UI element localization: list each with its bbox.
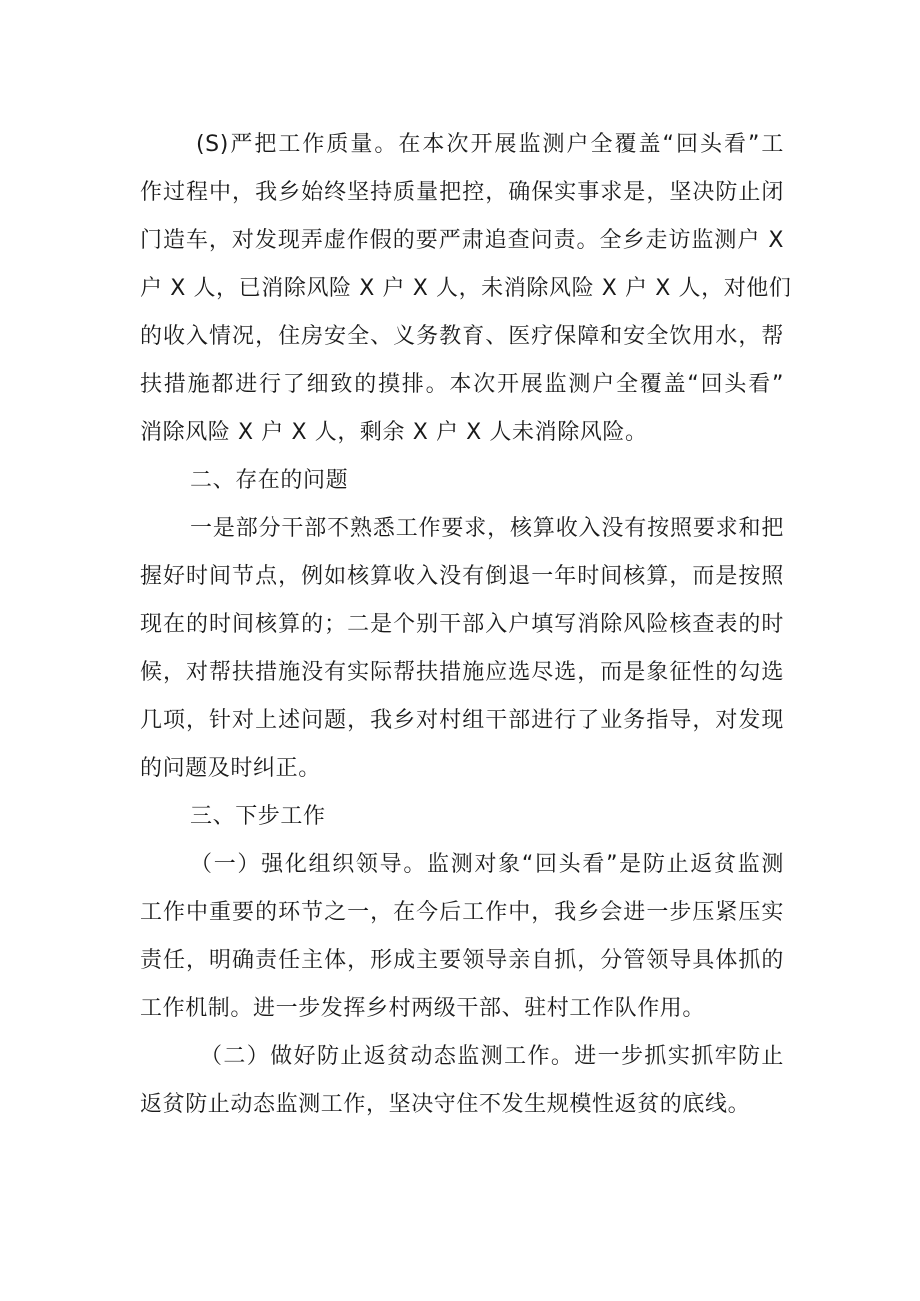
- text-line: 几项，针对上述问题，我乡对村组干部进行了业务指导，对发现: [140, 708, 784, 733]
- text-line: 一是部分干部不熟悉工作要求，核算收入没有按照要求和把: [190, 516, 784, 541]
- text-line: 现在的时间核算的；二是个别干部入户填写消除风险核查表的时: [140, 612, 784, 637]
- text-line: （一）强化组织领导。监测对象“回头看”是防止返贫监测: [190, 852, 784, 877]
- text-line: 工作中重要的环节之一，在今后工作中，我乡会进一步压紧压实: [140, 900, 784, 925]
- text-line: 候，对帮扶措施没有实际帮扶措施应选尽选，而是象征性的勾选: [140, 660, 784, 685]
- text-line: (S)严把工作质量。在本次开展监测户全覆盖“回头看”工: [196, 132, 784, 157]
- text-line: 门造车，对发现弄虚作假的要严肃追查问责。全乡走访监测户 X: [140, 228, 784, 253]
- text-line: （二）做好防止返贫动态监测工作。进一步抓实抓牢防止: [200, 1044, 784, 1069]
- text-line: 扶措施都进行了细致的摸排。本次开展监测户全覆盖“回头看”: [140, 372, 784, 397]
- text-line: 的问题及时纠正。: [140, 756, 321, 781]
- text-line: 工作机制。进一步发挥乡村两级干部、驻村工作队作用。: [140, 996, 706, 1021]
- text-line: 返贫防止动态监测工作，坚决守住不发生规模性返贫的底线。: [140, 1092, 751, 1117]
- text-line: 责任，明确责任主体，形成主要领导亲自抓，分管领导具体抓的: [140, 948, 784, 973]
- section-heading-next-steps: 三、下步工作: [190, 804, 326, 829]
- text-line: 的收入情况，住房安全、义务教育、医疗保障和安全饮用水，帮: [140, 324, 784, 349]
- text-line: 消除风险 X 户 X 人，剩余 X 户 X 人未消除风险。: [140, 420, 648, 445]
- section-heading-problems: 二、存在的问题: [190, 468, 349, 493]
- text-line: 握好时间节点，例如核算收入没有倒退一年时间核算，而是按照: [140, 564, 784, 589]
- text-line: 户 X 人，已消除风险 X 户 X 人，未消除风险 X 户 X 人，对他们: [140, 276, 792, 301]
- text-line: 作过程中，我乡始终坚持质量把控，确保实事求是，坚决防止闭: [140, 180, 784, 205]
